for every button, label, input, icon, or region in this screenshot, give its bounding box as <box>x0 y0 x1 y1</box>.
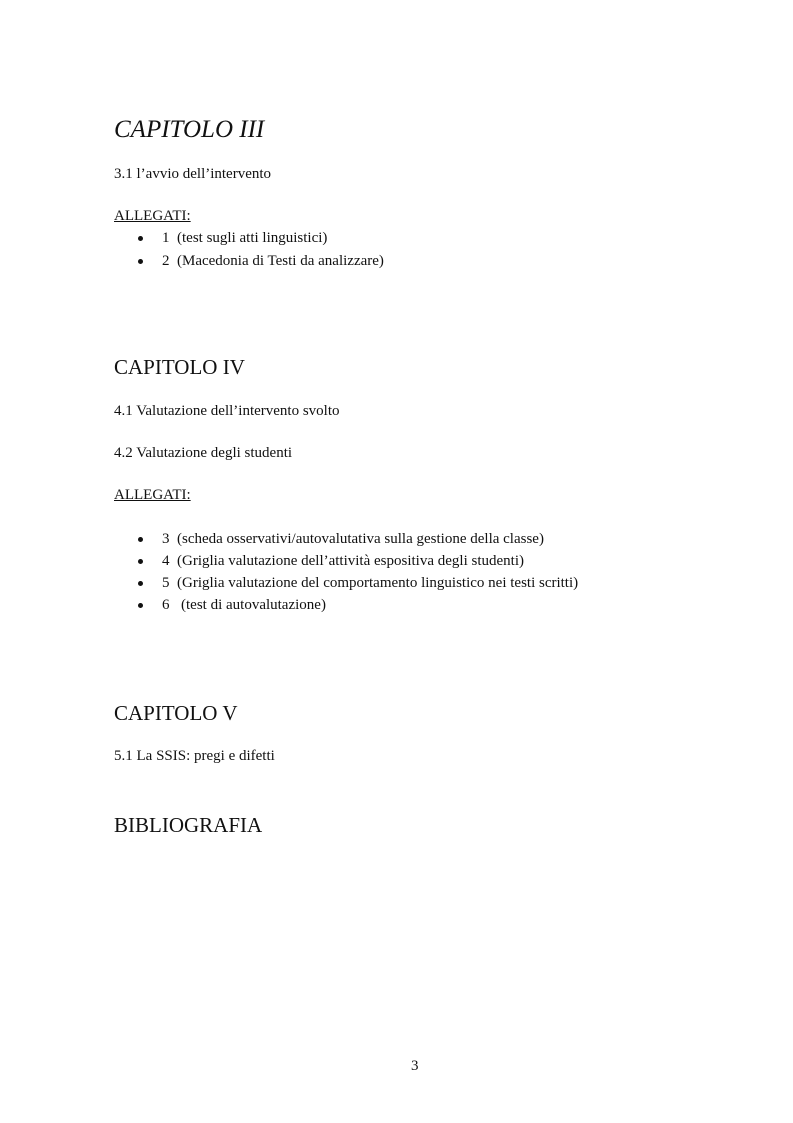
page-number: 3 <box>411 1058 419 1074</box>
section-5-1: 5.1 La SSIS: pregi e difetti <box>114 748 275 764</box>
section-4-1: 4.1 Valutazione dell’intervento svolto <box>114 403 340 419</box>
list-item-text: (Griglia valutazione del comportamento linguistico nei testi scritti) <box>177 575 579 591</box>
list-item-number: 4 <box>162 553 170 569</box>
bullet-icon <box>138 537 143 542</box>
list-item-text: (test di autovalutazione) <box>181 597 326 613</box>
list-item-text: (scheda osservativi/autovalutativa sulla gestione della classe) <box>177 531 544 547</box>
bullet-icon <box>138 559 143 564</box>
list-item-number: 6 <box>162 597 170 613</box>
list-item-number: 5 <box>162 575 170 591</box>
section-4-2: 4.2 Valutazione degli studenti <box>114 445 293 461</box>
allegati-label-cap4: ALLEGATI: <box>114 487 191 503</box>
bibliografia-title: BIBLIOGRAFIA <box>114 813 263 837</box>
chapter-4-title: CAPITOLO IV <box>114 355 245 379</box>
bullet-icon <box>138 603 143 608</box>
list-item-text: (test sugli atti linguistici) <box>177 230 328 246</box>
bullet-icon <box>138 236 143 241</box>
chapter-3-title: CAPITOLO III <box>114 116 265 143</box>
allegati-label-cap3: ALLEGATI: <box>114 208 191 224</box>
section-3-1: 3.1 l’avvio dell’intervento <box>114 166 272 182</box>
list-item-text: (Griglia valutazione dell’attività espositiva degli studenti) <box>177 553 524 569</box>
list-item-number: 1 <box>162 230 170 246</box>
list-item-number: 3 <box>162 531 170 547</box>
bullet-icon <box>138 259 143 264</box>
bullet-icon <box>138 581 143 586</box>
chapter-5-title: CAPITOLO V <box>114 701 238 725</box>
list-item-number: 2 <box>162 253 170 269</box>
list-item-text: (Macedonia di Testi da analizzare) <box>177 253 384 269</box>
